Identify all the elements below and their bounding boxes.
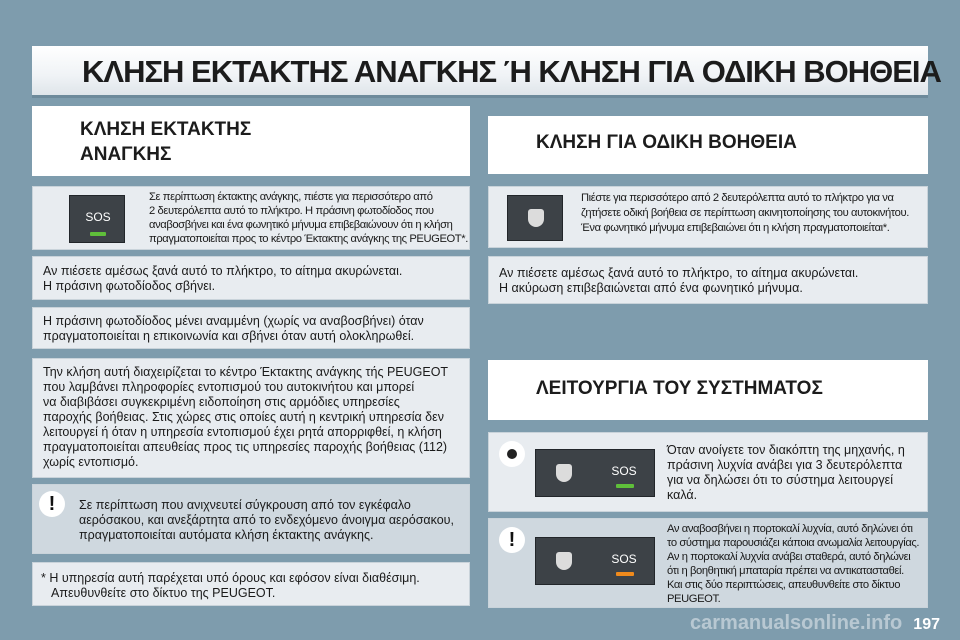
system-panel-orange <box>535 537 655 585</box>
assist-cancel-line-1: Αν πιέσετε αμέσως ξανά αυτό το πλήκτρο, το αίτημα ακυρώνεται. <box>499 266 859 280</box>
footnote-line-1: * Η υπηρεσία αυτή παρέχεται υπό όρους και εφόσον είναι διαθέσιμη. <box>41 571 420 585</box>
system-operation-title-box <box>488 360 928 420</box>
system-panel-green <box>535 449 655 497</box>
system-orange-line-3: Αν η πορτοκαλί λυχνία ανάβει σταθερά, αυτό δηλώνει <box>667 551 911 563</box>
centre-line-6: πραγματοποιείται απευθείας προς τις υπηρεσίες παροχής βοήθειας (112) <box>43 440 448 454</box>
peugeot-lion-icon[interactable] <box>528 209 544 227</box>
emergency-box-cancel <box>32 256 470 300</box>
emergency-title-line1: ΚΛΗΣΗ ΕΚΤΑΚΤΗΣ <box>80 119 252 140</box>
assist-line-3: Ένα φωνητικό μήνυμα επιβεβαιώνει ότι η κλήση πραγματοποιείται*. <box>581 222 890 234</box>
centre-line-7: χωρίς εντοπισμό. <box>43 455 139 469</box>
cancel-line-1: Αν πιέσετε αμέσως ξανά αυτό το πλήκτρο, το αίτημα ακυρώνεται. <box>43 264 403 278</box>
cancel-line-2: Η πράσινη φωτοδίοδος σβήνει. <box>43 279 216 293</box>
assistance-box-cancel <box>488 256 928 304</box>
system-box-orange <box>488 518 928 608</box>
system-green-line-1: Όταν ανοίγετε τον διακόπτη της μηχανής, η <box>667 443 905 457</box>
emergency-box-crash <box>32 484 470 554</box>
intro-line-2: 2 δευτερόλεπτα αυτό το πλήκτρο. Η πράσινη φωτοδίοδος που <box>149 205 434 217</box>
centre-line-5: λειτουργεί ή όταν η υπηρεσία εντοπισμού έχει ρητά απορριφθεί, η κλήση <box>43 425 442 439</box>
led-line-1: Η πράσινη φωτοδίοδος μένει αναμμένη (χωρίς να αναβοσβήνει) όταν <box>43 314 424 328</box>
intro-line-3: αναβοσβήνει και ένα φωνητικό μήνυμα επιβεβαιώνουν ότι η κλήση <box>149 219 453 231</box>
assistance-button-panel <box>507 195 563 241</box>
intro-line-4: πραγματοποιείται προς το κέντρο Έκτακτης ανάγκης της PEUGEOT*. <box>149 233 468 245</box>
centre-line-3: να διαβιβάσει συγκεκριμένη ειδοποίηση στις αρμόδιες υπηρεσίες <box>43 395 400 409</box>
system-box-green <box>488 432 928 512</box>
emergency-title-line2: ΑΝΑΓΚΗΣ <box>80 144 172 165</box>
emergency-box-footnote <box>32 562 470 606</box>
assistance-call-title-box <box>488 116 928 174</box>
led-line-2: πραγματοποιείται η επικοινωνία και σβήνει όταν αυτή ολοκληρωθεί. <box>43 329 415 343</box>
system-orange-line-4: ότι η βοηθητική μπαταρία πρέπει να αντικατασταθεί. <box>667 565 904 577</box>
system-green-line-3: για να δηλώσει ότι το σύστημα λειτουργεί <box>667 473 894 487</box>
system-title: ΛΕΙΤΟΥΡΓΙΑ ΤΟΥ ΣΥΣΤΗΜΑΤΟΣ <box>536 378 823 399</box>
assist-line-2: ζητήσετε οδική βοήθεια σε περίπτωση ακινητοποίησης του αυτοκινήτου. <box>581 207 909 219</box>
intro-line-1: Σε περίπτωση έκτακτης ανάγκης, πιέστε για περισσότερο από <box>149 191 433 203</box>
orange-led-icon <box>616 572 634 576</box>
sos-label: SOS <box>611 464 637 478</box>
assistance-box-intro <box>488 186 928 248</box>
emergency-box-centre <box>32 358 470 478</box>
peugeot-lion-icon <box>556 552 572 570</box>
watermark: carmanualsonline.info <box>690 612 903 634</box>
centre-line-4: παροχής βοήθειας. Στις χώρες στις οποίες αυτή η κεντρική υπηρεσία δεν <box>43 410 444 424</box>
system-green-line-4: καλά. <box>667 488 698 502</box>
centre-line-2: που λαμβάνει πληροφορίες εντοπισμού του αυτοκινήτου και μπορεί <box>43 380 415 394</box>
green-led-icon <box>90 232 106 236</box>
emergency-call-title-box <box>32 106 470 176</box>
footnote-line-2: Απευθυνθείτε στο δίκτυο της PEUGEOT. <box>51 586 276 600</box>
emergency-box-intro <box>32 186 470 250</box>
emergency-box-led <box>32 307 470 349</box>
system-orange-line-1: Αν αναβοσβήνει η πορτοκαλί λυχνία, αυτό δηλώνει ότι <box>667 523 913 535</box>
peugeot-lion-icon <box>556 464 572 482</box>
assist-cancel-line-2: Η ακύρωση επιβεβαιώνεται από ένα φωνητικό μήνυμα. <box>499 281 803 295</box>
sos-button[interactable]: SOS <box>85 210 111 224</box>
sun-tip-icon <box>499 441 525 467</box>
green-led-icon <box>616 484 634 488</box>
crash-line-3: πραγματοποιείται αυτόματα κλήση έκτακτης ανάγκης. <box>79 528 374 542</box>
assistance-title: ΚΛΗΣΗ ΓΙΑ ΟΔΙΚΗ ΒΟΗΘΕΙΑ <box>536 132 797 153</box>
assist-line-1: Πιέστε για περισσότερο από 2 δευτερόλεπτα αυτό το πλήκτρο για να <box>581 192 894 204</box>
sos-label: SOS <box>611 552 637 566</box>
crash-line-1: Σε περίπτωση που ανιχνευτεί σύγκρουση από τον εγκέφαλο <box>79 498 411 512</box>
system-orange-line-6: PEUGEOT. <box>667 593 721 605</box>
system-green-line-2: πράσινη λυχνία ανάβει για 3 δευτερόλεπτα <box>667 458 903 472</box>
system-orange-line-5: Και στις δύο περιπτώσεις, απευθυνθείτε στο δίκτυο <box>667 579 901 591</box>
sos-button-panel <box>69 195 125 243</box>
crash-line-2: αερόσακου, και ανεξάρτητα από το ενδεχόμενο άνοιγμα αερόσακου, <box>79 513 454 527</box>
page-title: ΚΛΗΣΗ ΕΚΤΑΚΤΗΣ ΑΝΑΓΚΗΣ Ή ΚΛΗΣΗ ΓΙΑ ΟΔΙΚΗ ΒΟΗΘΕΙΑ <box>82 54 941 89</box>
centre-line-1: Την κλήση αυτή διαχειρίζεται το κέντρο Έκτακτης ανάγκης τής PEUGEOT <box>43 365 449 379</box>
exclamation-warning-icon: ! <box>39 491 65 517</box>
system-orange-line-2: το σύστημα παρουσιάζει κάποια ανωμαλία λειτουργίας. <box>667 537 920 549</box>
exclamation-warning-icon: ! <box>499 527 525 553</box>
page-number: 197 <box>913 616 940 633</box>
page-header <box>32 46 941 98</box>
